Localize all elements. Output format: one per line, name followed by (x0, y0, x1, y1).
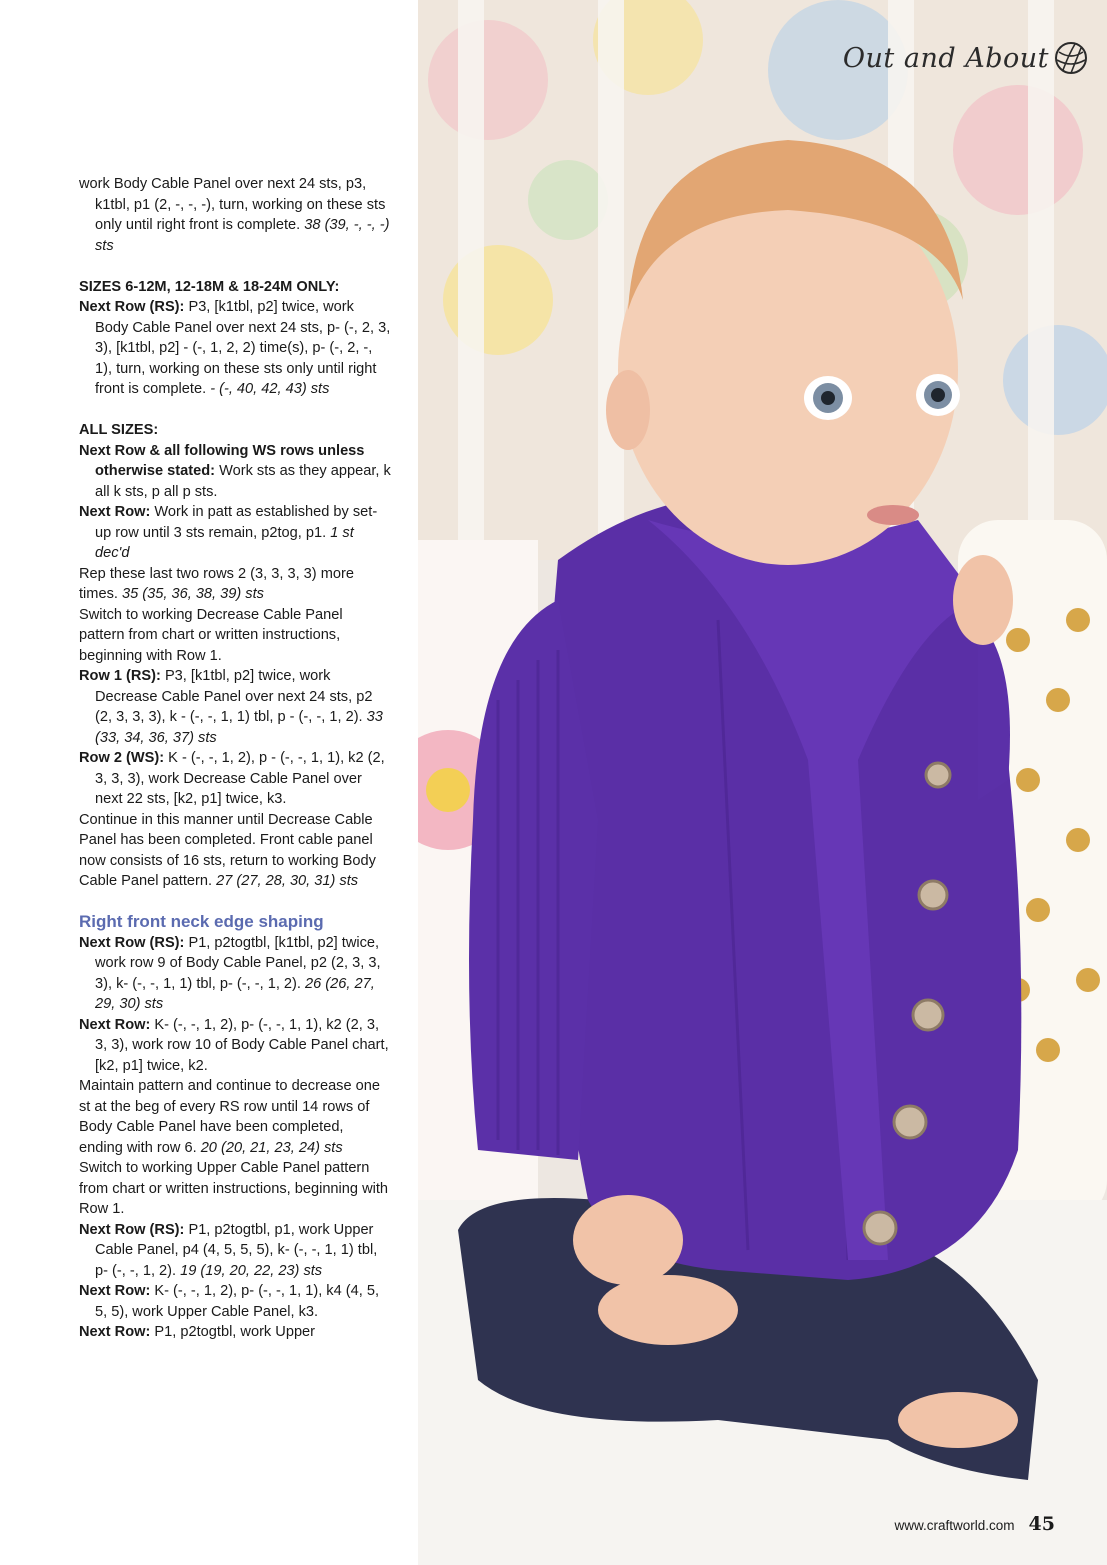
yarn-ball-icon (1053, 40, 1089, 76)
page-footer (895, 1513, 1055, 1535)
instruction-paragraph (79, 810, 391, 892)
instruction-paragraph (79, 748, 391, 810)
instruction-text: Maintain pattern and continue to decrease one st at the beg of every RS row until 14 rows of Body Cable Panel have been completed, ending with row 6. (79, 1078, 381, 1156)
instruction-text: Work sts as they appear, k all k sts, p all p sts. (95, 463, 391, 500)
instruction-paragraph (79, 1322, 391, 1343)
instruction-text: Continue in this manner until Decrease Cable Panel has been completed. Front cable panel now consists of 16 sts, return to working Body Cable Panel pattern. (79, 811, 376, 889)
instruction-paragraph (79, 564, 391, 605)
row-label: Row 2 (WS): (79, 750, 165, 766)
instruction-text: Rep these last two rows 2 (3, 3, 3, 3) more times. (79, 565, 354, 602)
instruction-text: P1, p2togtbl, [k1tbl, p2] twice, work row 9 of Body Cable Panel, p2 (2, 3, 3, 3), k- (-, -, 1, 1) tbl, p- (-, -, 1, 2). (95, 934, 381, 992)
instruction-paragraph (79, 502, 391, 564)
instruction-paragraph (79, 297, 391, 400)
page-number: 45 (1028, 1513, 1055, 1535)
instruction-paragraph (79, 174, 391, 256)
instruction-text: K - (-, -, 1, 2), p - (-, -, 1, 1), k2 (2, 3, 3, 3), work Decrease Cable Panel over next 22 sts, [k2, p1] twice, k3. (95, 750, 385, 807)
photo-illustration (418, 0, 1107, 1565)
instruction-text: Switch to working Decrease Cable Panel pattern from chart or written instructions, beginning with Row 1. (79, 606, 343, 664)
instruction-text: P3, [k1tbl, p2] twice, work Body Cable Panel over next 24 sts, p- (-, 2, 3, 3), [k1tbl, p2] - (-, 1, 2, 2) time(s), p- (-, 2, -, 1), turn, working on these sts only until right front is complete. (95, 299, 391, 397)
instruction-paragraph (79, 666, 391, 748)
instruction-paragraph (79, 1220, 391, 1282)
row-label: Row 1 (RS): (79, 668, 161, 684)
row-label: Next Row: (79, 504, 151, 520)
stitch-count: 27 (27, 28, 30, 31) sts (216, 873, 359, 889)
instruction-paragraph (79, 605, 391, 667)
section-subheading: Right front neck edge shaping (79, 912, 324, 931)
instruction-text: Switch to working Upper Cable Panel pattern from chart or written instructions, beginning with Row 1. (79, 1160, 389, 1217)
instruction-paragraph (79, 933, 391, 1015)
section-brand (843, 40, 1089, 76)
baby-cardigan-photo (418, 0, 1107, 1565)
instruction-text: P1, p2togtbl, p1, work Upper Cable Panel, p4 (4, 5, 5, 5), k- (-, -, 1, 1) tbl, p- (-, -, 1, 2). (95, 1221, 378, 1279)
row-label: Next Row (RS): (79, 1221, 185, 1238)
instruction-paragraph (79, 441, 391, 503)
instruction-text: K- (-, -, 1, 2), p- (-, -, 1, 1), k4 (4, 5, 5, 5), work Upper Cable Panel, k3. (95, 1283, 380, 1320)
instruction-text: P3, [k1tbl, p2] twice, work Decrease Cable Panel over next 24 sts, p2 (2, 3, 3, 3), k - (-, -, 1, 1) tbl, p - (-, -, 1, 2). (95, 668, 373, 725)
paragraph-gap (79, 256, 391, 277)
row-label: Next Row & all following WS rows unless otherwise stated: (79, 442, 365, 479)
stitch-count: 1 st dec'd (95, 524, 354, 561)
instruction-text: work Body Cable Panel over next 24 sts, p3, k1tbl, p1 (2, -, -, -), turn, working on these sts only until right front is complete. (79, 176, 386, 233)
paragraph-gap (79, 400, 391, 421)
stitch-count: 35 (35, 36, 38, 39) sts (121, 586, 264, 602)
pattern-text-column (79, 174, 391, 1343)
stitch-count: 38 (39, -, -, -) sts (95, 217, 390, 254)
stitch-count: 20 (20, 21, 23, 24) sts (200, 1139, 343, 1156)
row-label: Next Row: (79, 1283, 151, 1299)
instruction-paragraph (79, 1281, 391, 1322)
row-label: Next Row: (79, 1016, 151, 1033)
instruction-text: Work in patt as established by set-up row until 3 sts remain, p2tog, p1. (95, 504, 378, 541)
section-heading: ALL SIZES: (79, 422, 159, 438)
stitch-count: 33 (33, 34, 36, 37) sts (95, 709, 383, 746)
instruction-text: K- (-, -, 1, 2), p- (-, -, 1, 1), k2 (2, 3, 3, 3), work row 10 of Body Cable Panel chart, [k2, p1] twice, k2. (95, 1016, 389, 1074)
row-label: Next Row (RS): (79, 934, 185, 951)
instruction-text: P1, p2togtbl, work Upper (150, 1324, 316, 1340)
paragraph-gap (79, 892, 391, 913)
row-label: Next Row (RS): (79, 299, 185, 315)
instruction-paragraph (79, 1158, 391, 1220)
instruction-paragraph (79, 1076, 391, 1158)
section-heading: SIZES 6-12M, 12-18M & 18-24M ONLY: (79, 278, 340, 295)
stitch-count: 19 (19, 20, 22, 23) sts (180, 1262, 323, 1279)
stitch-count: - (-, 40, 42, 43) sts (210, 381, 330, 397)
brand-title: Out and About (842, 42, 1049, 74)
instruction-paragraph (79, 1015, 391, 1077)
row-label: Next Row: (79, 1324, 151, 1340)
stitch-count: 26 (26, 27, 29, 30) sts (95, 975, 375, 1012)
website-url: www.craftworld.com (894, 1518, 1015, 1533)
